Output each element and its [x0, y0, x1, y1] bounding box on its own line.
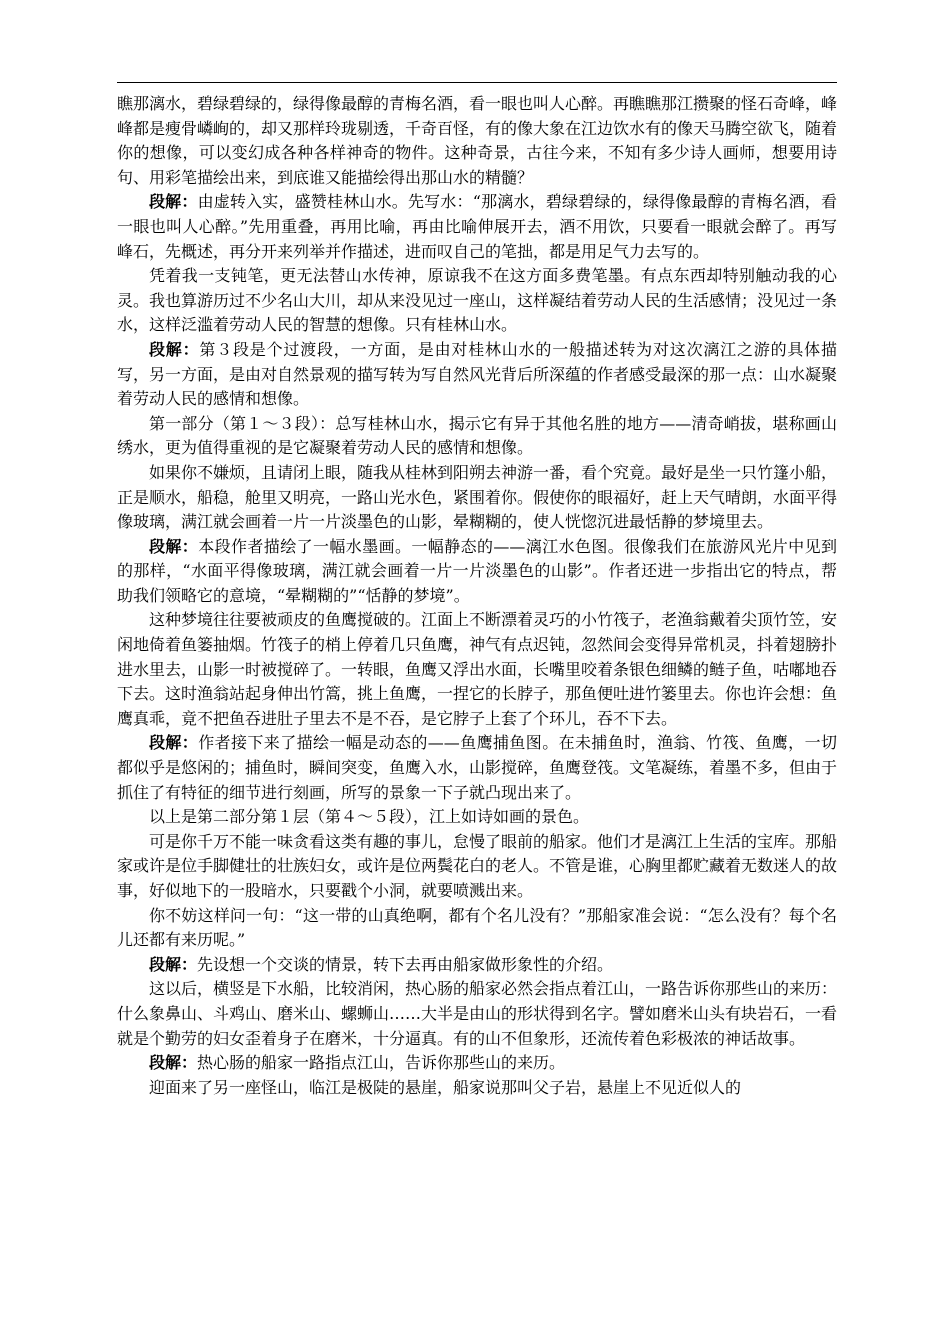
body-paragraph	[117, 412, 837, 461]
paragraph-analysis-label: 段解：	[149, 192, 198, 212]
paragraph-text: 可是你千万不能一味贪看这类有趣的事儿，怠慢了眼前的船家。他们才是漓江上生活的宝库。那船家或许是位手脚健壮的壮族妇女，或许是位两鬓花白的老人。不管是谁，心胸里都贮藏着无数迷人的故事，好似地下的一股暗水，只要戳个小洞，就要喷溅出来。	[117, 831, 838, 900]
paragraph-text: 这种梦境往往要被顽皮的鱼鹰搅破的。江面上不断漂着灵巧的小竹筏子，老渔翁戴着尖顶竹笠，安闲地倚着鱼篓抽烟。竹筏子的梢上停着几只鱼鹰，神气有点迟钝，忽然间会变得异常机灵，抖着翅膀扑进水里去，山影一时被搅碎了。一转眼，鱼鹰又浮出水面，长嘴里咬着条银色细鳞的鲢子鱼，咕嘟地吞下去。这时渔翁站起身伸出竹篙，挑上鱼鹰，一捏它的长脖子，那鱼便吐进竹篓里去。你也许会想：鱼鹰真乖，竟不把鱼吞进肚子里去不是不吞，是它脖子上套了个环儿，吞不下去。	[117, 610, 838, 728]
paragraph-analysis-label: 段解：	[149, 339, 200, 359]
paragraph-text: 如果你不嫌烦，且请闭上眼，随我从桂林到阳朔去神游一番，看个究竟。最好是坐一只竹篷小船，正是顺水，船稳，舱里又明亮，一路山光水色，紧围着你。假使你的眼福好，赶上天气晴朗，水面平得像玻璃，满江就会画着一片一片淡墨色的山影，晕糊糊的，使人恍惚沉进最恬静的梦境里去。	[117, 462, 838, 532]
paragraph-text: 迎面来了另一座怪山，临江是极陡的悬崖，船家说那叫父子岩，悬崖上不见近似人的	[149, 1077, 742, 1097]
body-paragraph	[117, 904, 837, 953]
paragraph-text: 瞧那漓水，碧绿碧绿的，绿得像最醇的青梅名酒，看一眼也叫人心醉。再瞧瞧那江攒聚的怪石奇峰，峰峰都是瘦骨嶙峋的，却又那样玲珑剔透，千奇百怪，有的像大象在江边饮水有的像天马腾空欲飞，随着你的想像，可以变幻成各种各样神奇的物件。这种奇景，古往今来，不知有多少诗人画师，想要用诗句、用彩笔描绘出来，到底谁又能描绘得出那山水的精髓？	[117, 94, 838, 187]
analysis-paragraph	[117, 338, 837, 412]
analysis-paragraph	[117, 1051, 837, 1076]
paragraph-text: 你不妨这样问一句：“这一带的山真绝啊，都有个名儿没有？”那船家准会说：“怎么没有？每个名儿还都有来历呢。”	[117, 905, 837, 950]
analysis-paragraph	[117, 535, 837, 609]
paragraph-analysis-label: 段解：	[149, 1053, 198, 1073]
body-paragraph	[117, 264, 837, 338]
document-body	[117, 92, 837, 1100]
body-paragraph	[117, 977, 837, 1051]
body-paragraph	[117, 461, 837, 535]
paragraph-text: 作者接下来了描绘一幅是动态的——鱼鹰捕鱼图。在未捕鱼时，渔翁、竹筏、鱼鹰，一切都似乎是悠闲的；捕鱼时，瞬间突变，鱼鹰入水，山影搅碎，鱼鹰登筏。文笔凝练，着墨不多，但由于抓住了有特征的细节进行刻画，所写的景象一下子就凸现出来了。	[117, 733, 838, 802]
paragraph-text: 由虚转入实，盛赞桂林山水。先写水：“那漓水，碧绿碧绿的，绿得像最醇的青梅名酒，看一眼也叫人心醉。”先用重叠，再用比喻，再由比喻伸展开去，酒不用饮，只要看一眼就会醉了。再写峰石，先概述，再分开来列举并作描述，进而叹自己的笔拙，都是用足气力去写的。	[117, 192, 837, 261]
paragraph-text: 凭着我一支钝笔，更无法替山水传神，原谅我不在这方面多费笔墨。有点东西却特别触动我的心灵。我也算游历过不少名山大川，却从来没见过一座山，这样凝结着劳动人民的生活感情；没见过一条水，这样泛滥着劳动人民的智慧的想像。只有桂林山水。	[117, 266, 838, 335]
paragraph-text: 热心肠的船家一路指点江山，告诉你那些山的来历。	[197, 1053, 566, 1073]
paragraph-text: 先设想一个交谈的情景，转下去再由船家做形象性的介绍。	[197, 954, 614, 974]
paragraph-text: 本段作者描绘了一幅水墨画。一幅静态的——漓江水色图。很像我们在旅游风光片中见到的那样，“水面平得像玻璃，满江就会画着一片一片淡墨色的山影”。作者还进一步指出它的特点，帮助我们领略它的意境，“晕糊糊的”“恬静的梦境”。	[117, 536, 837, 605]
body-paragraph	[117, 92, 837, 190]
paragraph-analysis-label: 段解：	[149, 954, 198, 974]
paragraph-analysis-label: 段解：	[149, 733, 199, 753]
body-paragraph	[117, 608, 837, 731]
paragraph-text: 第一部分（第１～３段）：总写桂林山水，揭示它有异于其他名胜的地方——清奇峭拔，堪称画山绣水，更为值得重视的是它凝聚着劳动人民的感情和想像。	[117, 413, 837, 458]
body-paragraph	[117, 1076, 837, 1101]
paragraph-text: 这以后，横竖是下水船，比较消闲，热心肠的船家必然会指点着江山，一路告诉你那些山的来历：什么象鼻山、斗鸡山、磨米山、螺蛳山……大半是由山的形状得到名字。譬如磨米山头有块岩石，一看就是个勤劳的妇女歪着身子在磨米，十分逼真。有的山不但象形，还流传着色彩极浓的神话故事。	[117, 979, 838, 1048]
paragraph-text: 第３段是个过渡段，一方面，是由对桂林山水的一般描述转为对这次漓江之游的具体描写，另一方面，是由对自然景观的描写转为写自然风光背后所深蕴的作者感受最深的那一点：山水凝聚着劳动人民的感情和想像。	[117, 339, 838, 409]
analysis-paragraph	[117, 731, 837, 805]
analysis-paragraph	[117, 190, 837, 264]
body-paragraph	[117, 805, 837, 830]
paragraph-analysis-label: 段解：	[149, 536, 199, 556]
paragraph-text: 以上是第二部分第１层（第４～５段），江上如诗如画的景色。	[149, 807, 590, 827]
header-rule	[117, 82, 837, 83]
analysis-paragraph	[117, 953, 837, 978]
body-paragraph	[117, 830, 837, 904]
